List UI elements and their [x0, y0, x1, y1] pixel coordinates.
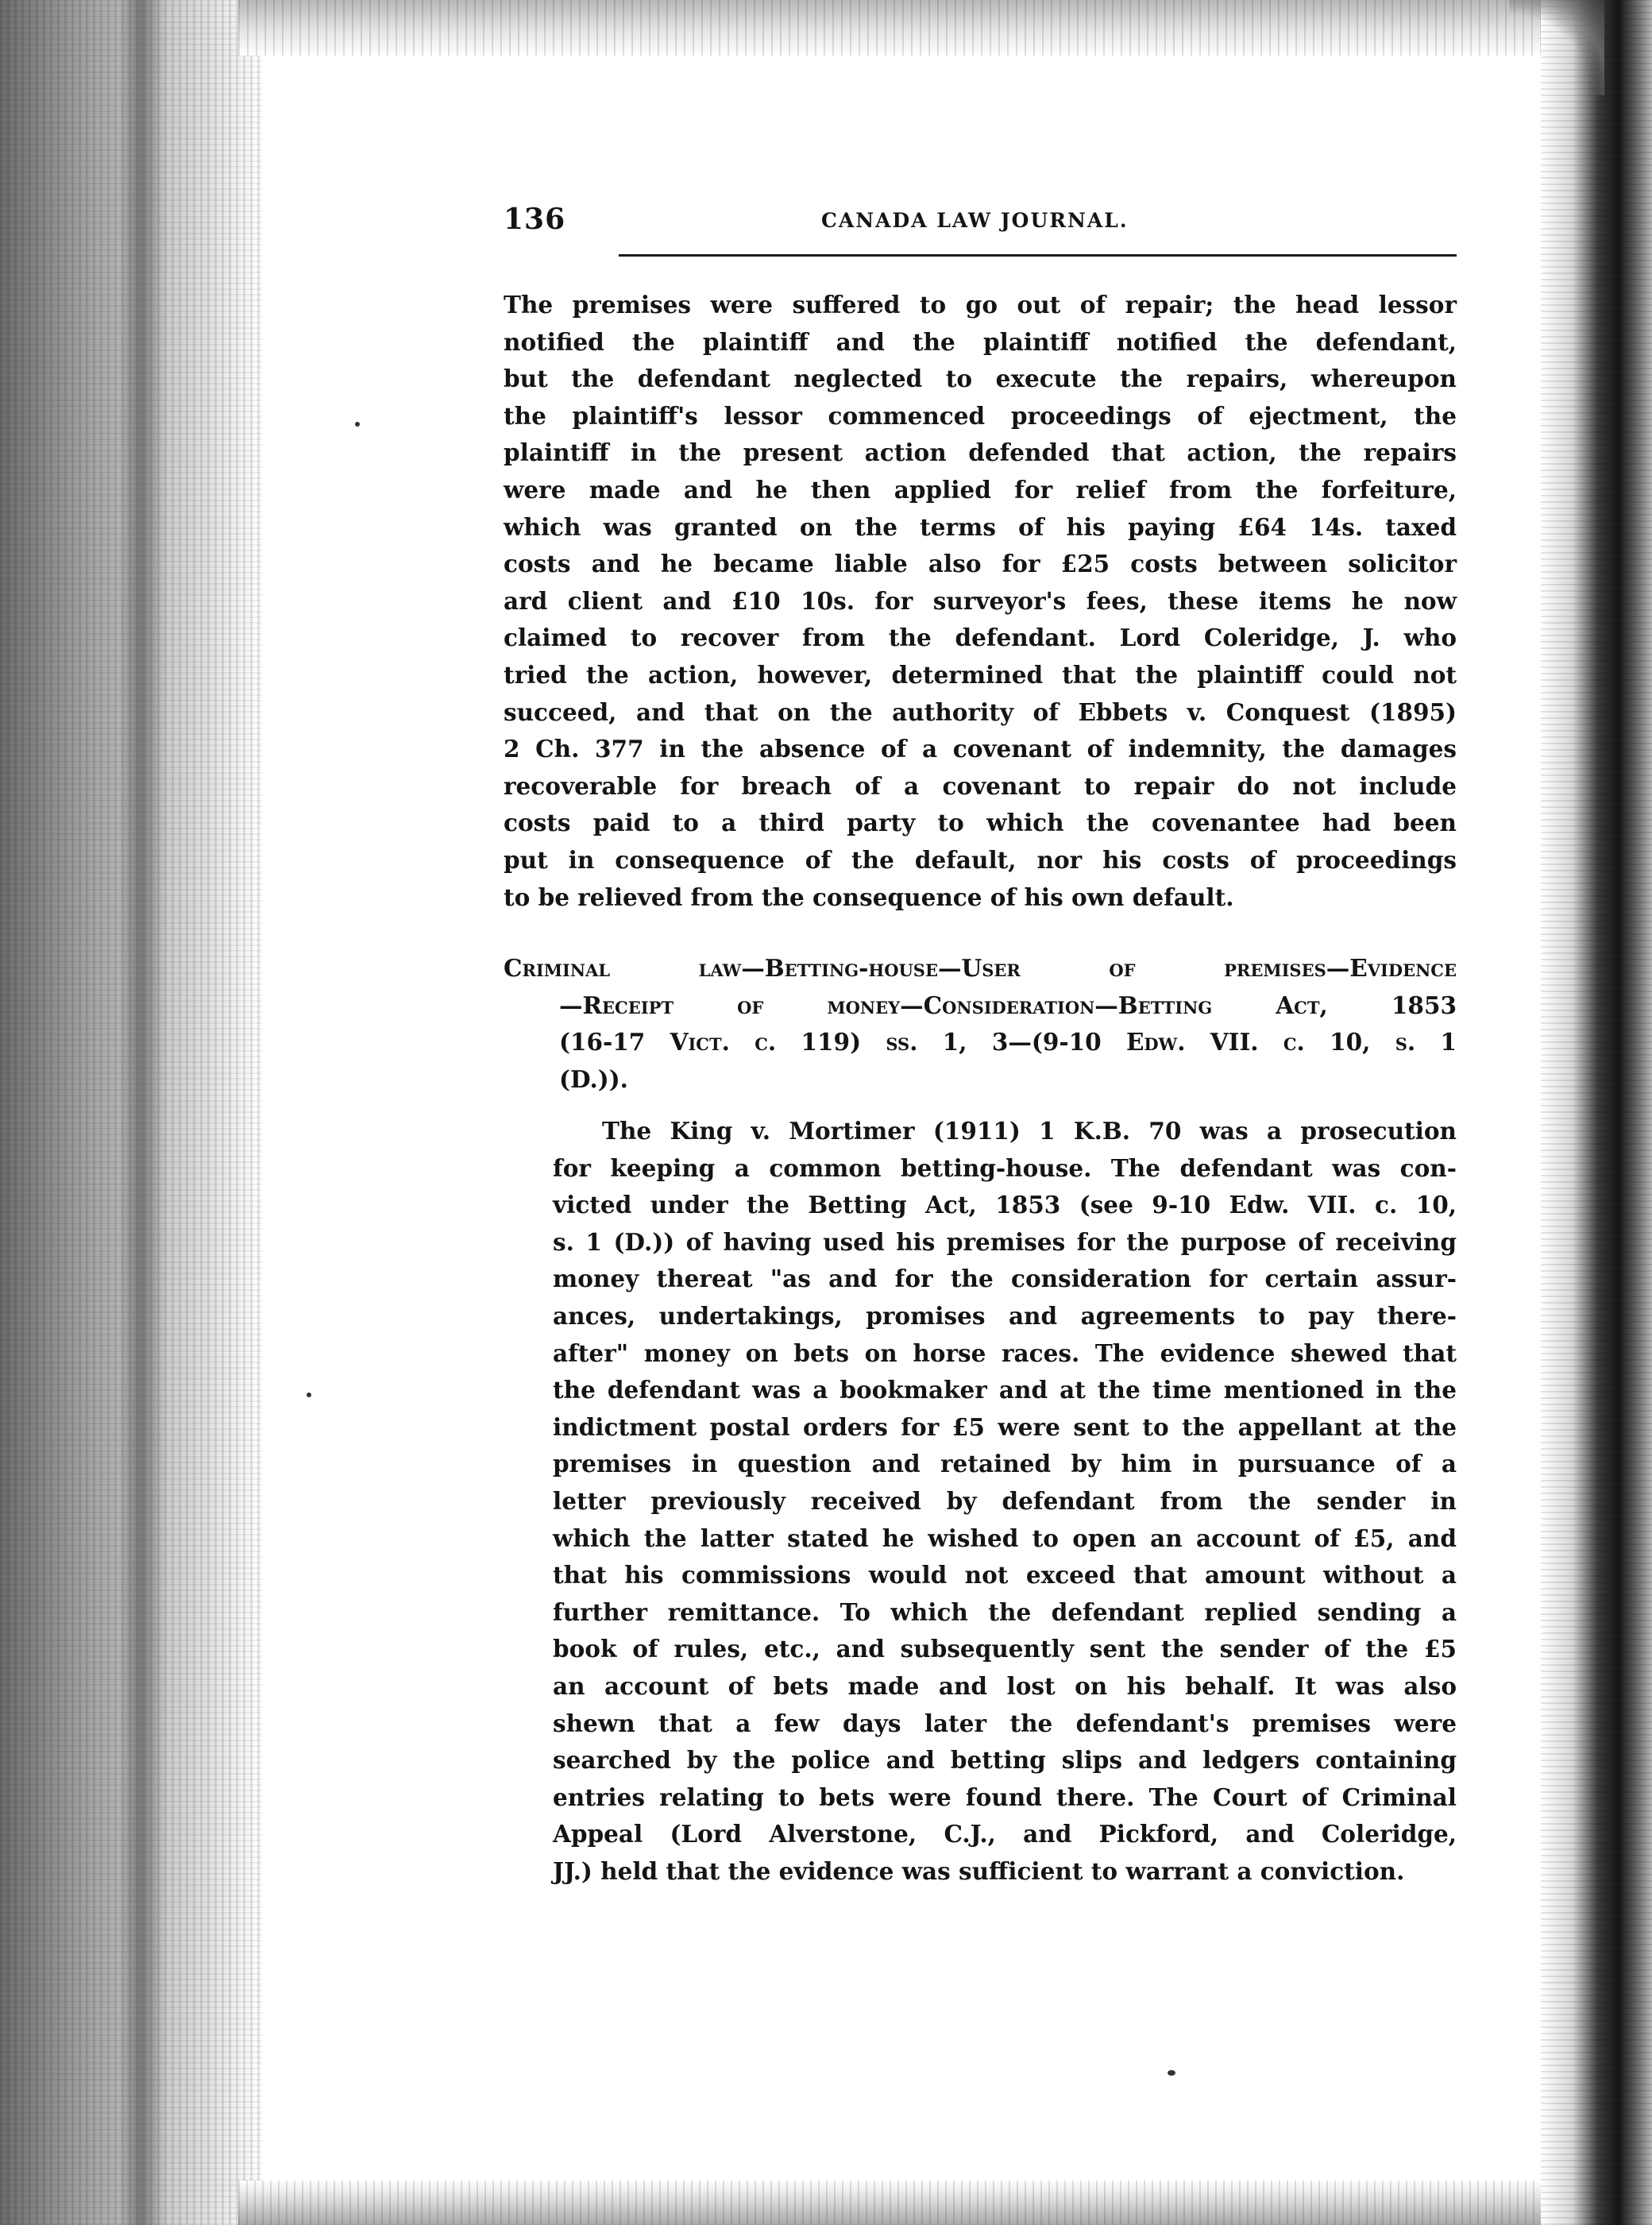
heading-line: (16-17 Vict. c. 119) ss. 1, 3—(9-10 Edw. VII. c. 10, s. 1	[559, 1028, 1457, 1056]
page-number: 136	[504, 203, 566, 236]
text-line: The premises were suffered to go out of repair; the head lessor	[504, 291, 1457, 319]
text-line: JJ.) held that the evidence was sufficient to warrant a conviction.	[553, 1856, 1405, 1885]
text-line: which was granted on the terms of his paying £64 14s. taxed	[504, 512, 1457, 541]
scan-speck	[1168, 2070, 1175, 2076]
text-line: claimed to recover from the defendant. Lord Coleridge, J. who	[504, 624, 1457, 652]
text-line: s. 1 (D.)) of having used his premises for the purpose of receiving	[553, 1227, 1457, 1256]
text-line: an account of bets made and lost on his behalf. It was also	[553, 1671, 1457, 1700]
text-line: searched by the police and betting slips and ledgers containing	[553, 1746, 1457, 1775]
scan-speck	[355, 422, 360, 427]
text-line: recoverable for breach of a covenant to repair do not include	[504, 771, 1457, 800]
text-line: costs paid to a third party to which the covenantee had been	[504, 809, 1457, 837]
text-line: entries relating to bets were found there. The Court of Criminal	[553, 1783, 1457, 1811]
text-line: further remittance. To which the defendant replied sending a	[553, 1597, 1457, 1626]
text-line: costs and he became liable also for £25 costs between solicitor	[504, 550, 1457, 578]
scan-edge-top	[238, 0, 1588, 56]
book-spine-dark-band	[119, 0, 167, 2225]
scan-edge-right	[1541, 0, 1652, 2225]
text-line: indictment postal orders for £5 were sent to the appellant at the	[553, 1412, 1457, 1441]
text-line: Appeal (Lord Alverstone, C.J., and Pickford, and Coleridge,	[553, 1820, 1457, 1848]
text-line: premises in question and retained by him in pursuance of a	[553, 1450, 1457, 1478]
header-rule	[619, 254, 1457, 257]
text-line: the defendant was a bookmaker and at the time mentioned in the	[553, 1376, 1457, 1404]
heading-line: —Receipt of money—Consideration—Betting Act, 1853	[559, 991, 1457, 1019]
running-title: CANADA LAW JOURNAL.	[821, 209, 1129, 232]
text-line: that his commissions would not exceed that amount without a	[553, 1561, 1457, 1590]
text-line: letter previously received by defendant from the sender in	[553, 1486, 1457, 1515]
text-line: the plaintiff's lessor commenced proceedings of ejectment, the	[504, 401, 1457, 430]
section-heading-criminal-law	[504, 950, 1457, 1098]
scan-corner-top-right	[1509, 0, 1604, 95]
text-line: succeed, and that on the authority of Ebbets v. Conquest (1895)	[504, 697, 1457, 726]
text-line: ances, undertakings, promises and agreements to pay there-	[553, 1301, 1457, 1330]
text-line: 2 Ch. 377 in the absence of a covenant of indemnity, the damages	[504, 735, 1457, 763]
text-line: notified the plaintiff and the plaintiff notified the defendant,	[504, 327, 1457, 356]
text-line: put in consequence of the default, nor his costs of proceedings	[504, 845, 1457, 874]
paragraph-king-v-mortimer	[504, 1113, 1457, 1890]
heading-line: (D.)).	[559, 1064, 628, 1093]
text-line: book of rules, etc., and subsequently sent the sender of the £5	[553, 1635, 1457, 1663]
page-header	[504, 203, 1457, 241]
text-line: after" money on bets on horse races. The evidence shewed that	[553, 1338, 1457, 1367]
text-line: for keeping a common betting-house. The defendant was con-	[553, 1153, 1457, 1182]
text-line: tried the action, however, determined that the plaintiff could not	[504, 660, 1457, 689]
scan-speck	[307, 1393, 311, 1397]
heading-line: Criminal law—Betting-house—User of premises—Evidence	[504, 954, 1457, 982]
journal-page	[504, 203, 1457, 1885]
text-line: plaintiff in the present action defended that action, the repairs	[504, 438, 1457, 467]
text-line: ard client and £10 10s. for surveyor's fees, these items he now	[504, 586, 1457, 615]
text-line: The King v. Mortimer (1911) 1 K.B. 70 was a prosecution	[602, 1117, 1457, 1145]
text-line: victed under the Betting Act, 1853 (see 9-10 Edw. VII. c. 10,	[553, 1191, 1457, 1219]
text-line: shewn that a few days later the defendant's premises were	[553, 1709, 1457, 1737]
paragraph-repairs-case	[504, 287, 1457, 916]
text-line: to be relieved from the consequence of his own default.	[504, 883, 1234, 911]
text-line: money thereat "as and for the consideration for certain assur-	[553, 1265, 1457, 1293]
scan-edge-bottom	[238, 2181, 1588, 2225]
text-line: which the latter stated he wished to open an account of £5, and	[553, 1524, 1457, 1552]
text-line: were made and he then applied for relief from the forfeiture,	[504, 475, 1457, 504]
text-line: but the defendant neglected to execute the repairs, whereupon	[504, 365, 1457, 393]
